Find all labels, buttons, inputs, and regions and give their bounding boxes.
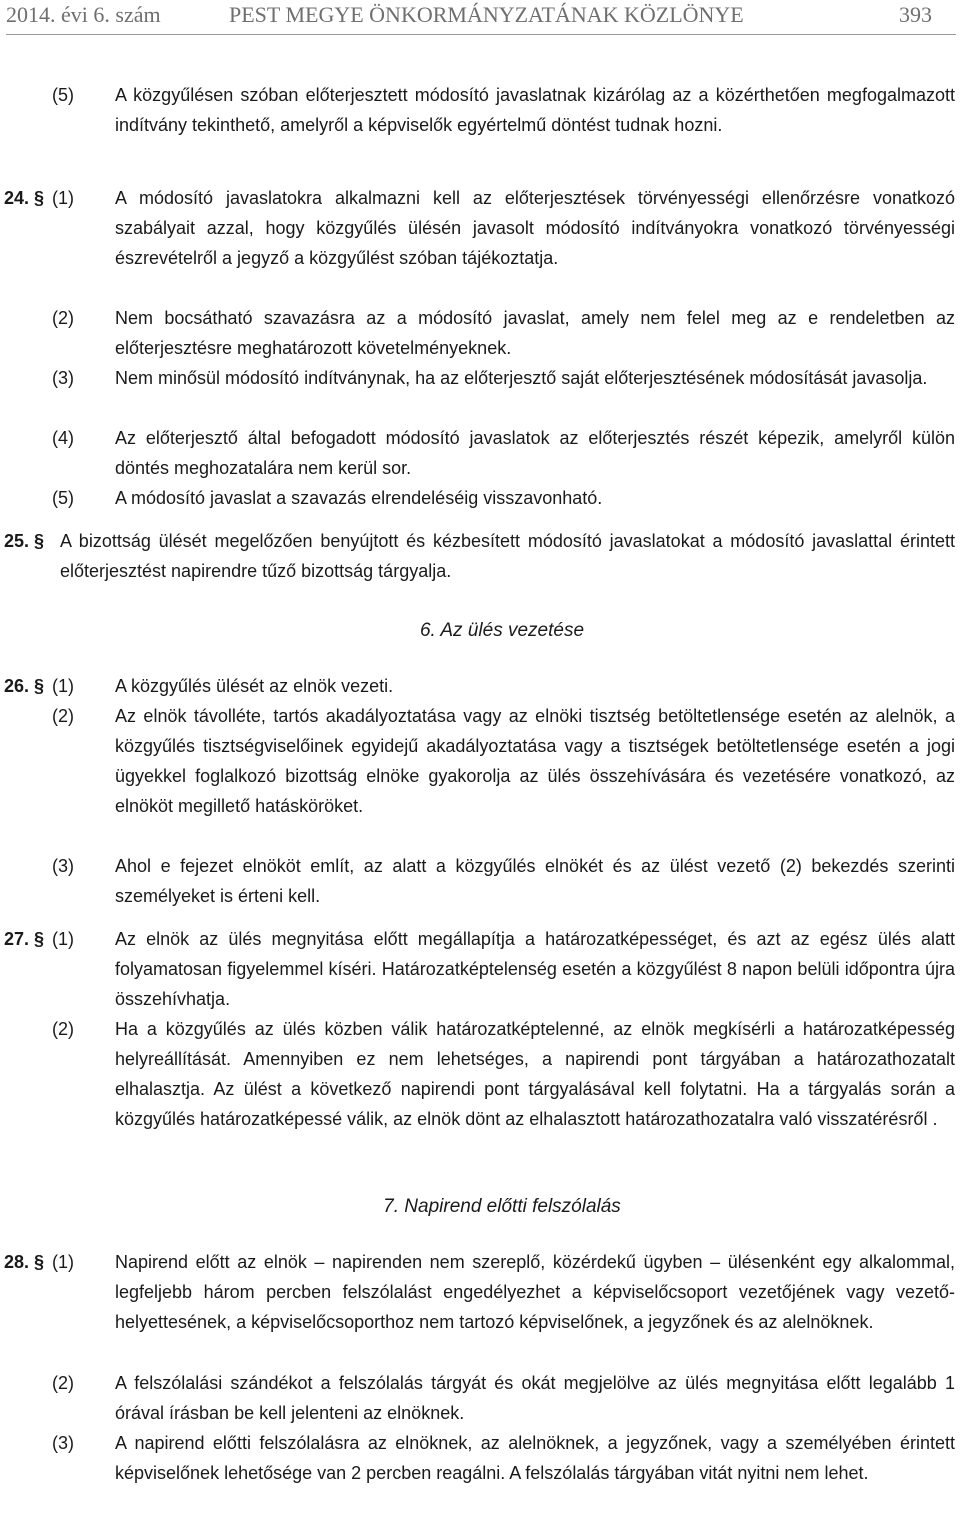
paragraph [0,526,960,586]
paragraph [0,363,960,423]
paragraph-number: (3) [52,368,74,388]
section-number: 28. § [4,1252,45,1272]
paragraph-number: (1) [52,188,74,208]
section-number: 24. § [4,188,45,208]
paragraph [0,671,960,701]
section-heading [0,1192,960,1222]
paragraph [0,1428,960,1518]
paragraph [0,851,960,911]
paragraph [0,483,960,513]
paragraph-number: (2) [52,1373,74,1393]
paragraph-text: Ahol e fejezet elnököt említ, az alatt a közgyűlés elnökét és az ülést vezető (2) bekezdés szerinti személyeket is érteni kell. [115,856,955,906]
paragraph [0,701,960,851]
paragraph-text: Ha a közgyűlés az ülés közben válik határozatképtelenné, az elnök megkísérli a határozatképesség helyreállítását. Amennyiben ez nem lehetséges, a napirendi pont tárgyában a határozathozatalt elhalasztja. Az ülést a következő napirendi pont tárgyalásával kell folytatni. Ha a tárgyalás során a közgyűlés határozatképessé válik, az elnök dönt az elhalasztott határozathozatalra való visszatérésről . [115,1019,955,1129]
paragraph-text: Az előterjesztő által befogadott módosító javaslatok az előterjesztés részét képezik, amelyről külön döntés meghozatalára nem kerül sor. [115,428,955,478]
paragraph [0,183,960,303]
paragraph-number: (2) [52,1019,74,1039]
paragraph [0,1247,960,1367]
paragraph-number: (1) [52,676,74,696]
paragraph-number: (2) [52,706,74,726]
paragraph-text: A módosító javaslat a szavazás elrendeléséig visszavonható. [115,488,603,508]
section-heading [0,616,960,646]
section-number: 26. § [4,676,45,696]
paragraph-text: Az elnök távolléte, tartós akadályoztatása vagy az elnöki tisztség betöltetlensége esetén az alelnök, a közgyűlés tisztségviselőinek egyidejű akadályoztatása vagy a tisztségek betöltetlensége esetén a jogi ügyekkel foglalkozó bizottság elnöke gyakorolja az ülés összehívására és vezetésére vonatkozó, az elnököt megillető hatásköröket. [115,706,955,816]
paragraph [0,1014,960,1164]
paragraph-number: (3) [52,1433,74,1453]
paragraph-text: A módosító javaslatokra alkalmazni kell az előterjesztések törvényességi ellenőrzésre vonatkozó szabályait azzal, hogy közgyűlés ülésén javasolt módosító indítványokra vonatkozó törvényességi észrevételről a jegyző a közgyűlést szóban tájékoztatja. [115,188,955,268]
paragraph-number: (3) [52,856,74,876]
paragraph-text-content: A bizottság ülését megelőzően benyújtott és kézbesített módosító javaslatokat a módosító javaslattal érintett előterjesztést napirendre tűző bizottság tárgyalja. [60,531,955,581]
paragraph [0,423,960,483]
paragraph-text: A közgyűlésen szóban előterjesztett módosító javaslatnak kizárólag az a közérthetően megfogalmazott indítvány tekinthető, amelyről a képviselők egyértelmű döntést tudnak hozni. [115,85,955,135]
paragraph [0,303,960,363]
paragraph-text: Napirend előtt az elnök – napirenden nem szereplő, közérdekű ügyben – ülésenként egy alkalommal, legfeljebb három percben felszólalást engedélyezhet a képviselőcsoport vezetőjének vagy vezető-helyettesének, a képviselőcsoporthoz nem tartozó képviselőnek, a jegyzőnek és az alelnöknek. [115,1252,955,1332]
paragraph-number: (5) [52,85,74,105]
paragraph-number: (5) [52,488,74,508]
paragraph-text: Nem minősül módosító indítványnak, ha az előterjesztő saját előterjesztésének módosítását javasolja. [115,368,928,388]
paragraph-text: Az elnök az ülés megnyitása előtt megállapítja a határozatképességet, és azt az egész ülés alatt folyamatosan figyelemmel kíséri. Határozatképtelenség esetén a közgyűlést 8 napon belüli időpontra újra összehívhatja. [115,929,955,1009]
paragraph-text: Nem bocsátható szavazásra az a módosító javaslat, amely nem felel meg az e rendeletben az előterjesztésre meghatározott követelményeknek. [115,308,955,358]
section-number: 25. § [4,531,45,551]
running-header [6,0,932,34]
paragraph-number: (2) [52,308,74,328]
section-heading-text: 6. Az ülés vezetése [419,620,585,641]
paragraph-text: A napirend előtti felszólalásra az elnöknek, az alelnöknek, a jegyzőnek, vagy a személyében érintett képviselőnek lehetősége van 2 percben reagálni. A felszólalás tárgyában vitát nyitni nem lehet. [115,1433,955,1483]
paragraph-number: (1) [52,929,74,949]
header-rule [6,34,956,35]
paragraph [0,924,960,1014]
paragraph [0,1368,960,1428]
paragraph-text: A közgyűlés ülését az elnök vezeti. [115,676,394,696]
paragraph-text: A felszólalási szándékot a felszólalás tárgyát és okát megjelölve az ülés megnyitása előtt legalább 1 órával írásban be kell jelenteni az elnöknek. [115,1373,955,1423]
paragraph-number: (1) [52,1252,74,1272]
paragraph-text [60,526,955,586]
journal-title: PEST MEGYE ÖNKORMÁNYZATÁNAK KÖZLÖNYE [229,2,744,27]
section-number: 27. § [4,929,45,949]
paragraph-number: (4) [52,428,74,448]
issue-label: 2014. évi 6. szám [6,2,161,27]
paragraph [0,80,960,170]
page-number: 393 [899,2,932,27]
section-heading-text: 7. Napirend előtti felszólalás [383,1196,621,1217]
